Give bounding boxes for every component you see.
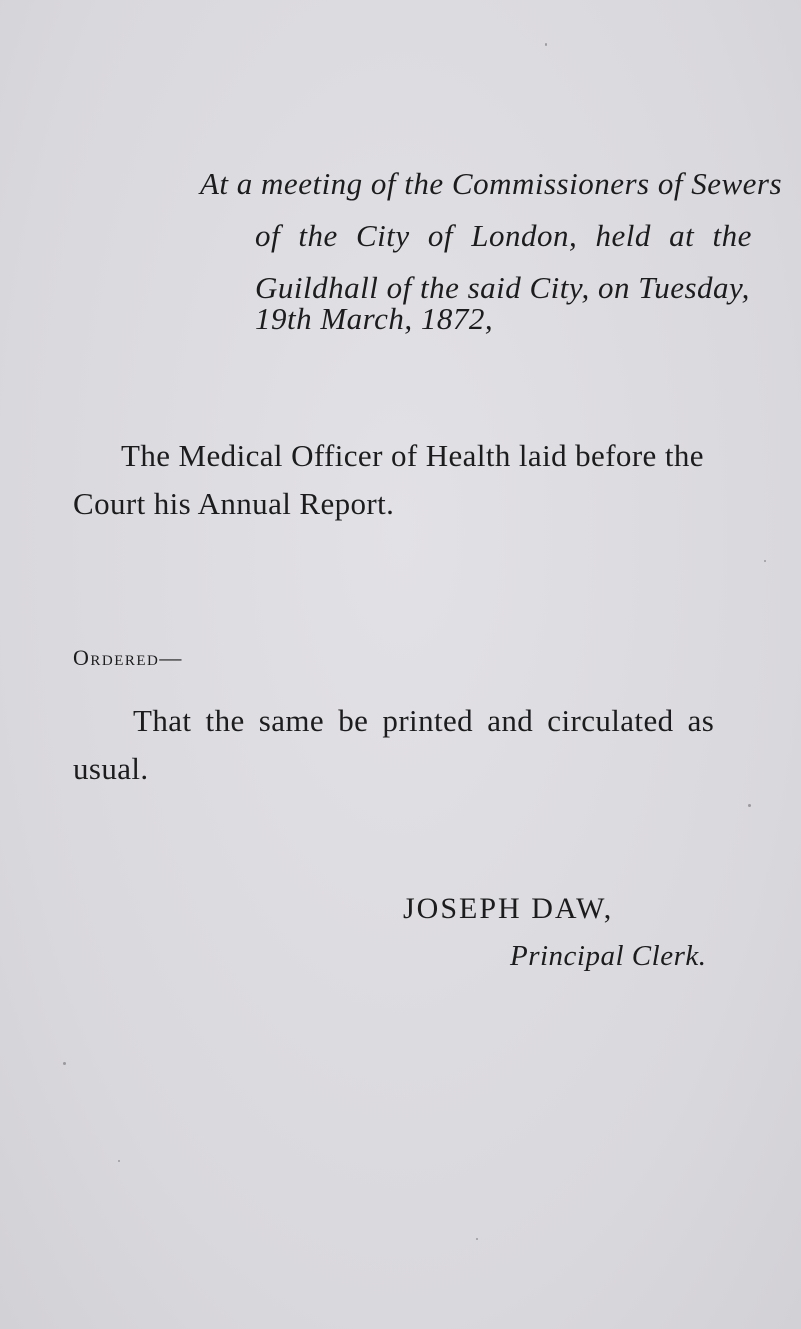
paper-speck xyxy=(748,804,751,807)
resolution-line-2: of the City of London, held at the xyxy=(255,218,752,253)
signatory-name: JOSEPH DAW, xyxy=(403,892,614,925)
order-line-2: usual. xyxy=(73,751,149,786)
signatory-title: Principal Clerk. xyxy=(510,940,707,972)
order-line-1: That the same be printed and circulated as xyxy=(133,703,715,738)
statement-line-1: The Medical Officer of Health laid before the xyxy=(121,438,704,473)
paper-speck xyxy=(764,560,766,562)
resolution-line-4: 19th March, 1872, xyxy=(255,301,494,336)
statement-line-2: Court his Annual Report. xyxy=(73,486,395,521)
paper-speck xyxy=(118,1160,120,1162)
paper-speck xyxy=(63,1062,66,1065)
paper-speck xyxy=(545,43,547,46)
resolution-line-1: At a meeting of the Commissioners of Sewers xyxy=(200,166,783,201)
paper-speck xyxy=(476,1238,478,1240)
resolution-line-3: Guildhall of the said City, on Tuesday, xyxy=(255,270,750,305)
ordered-heading: Ordered— xyxy=(73,645,183,670)
